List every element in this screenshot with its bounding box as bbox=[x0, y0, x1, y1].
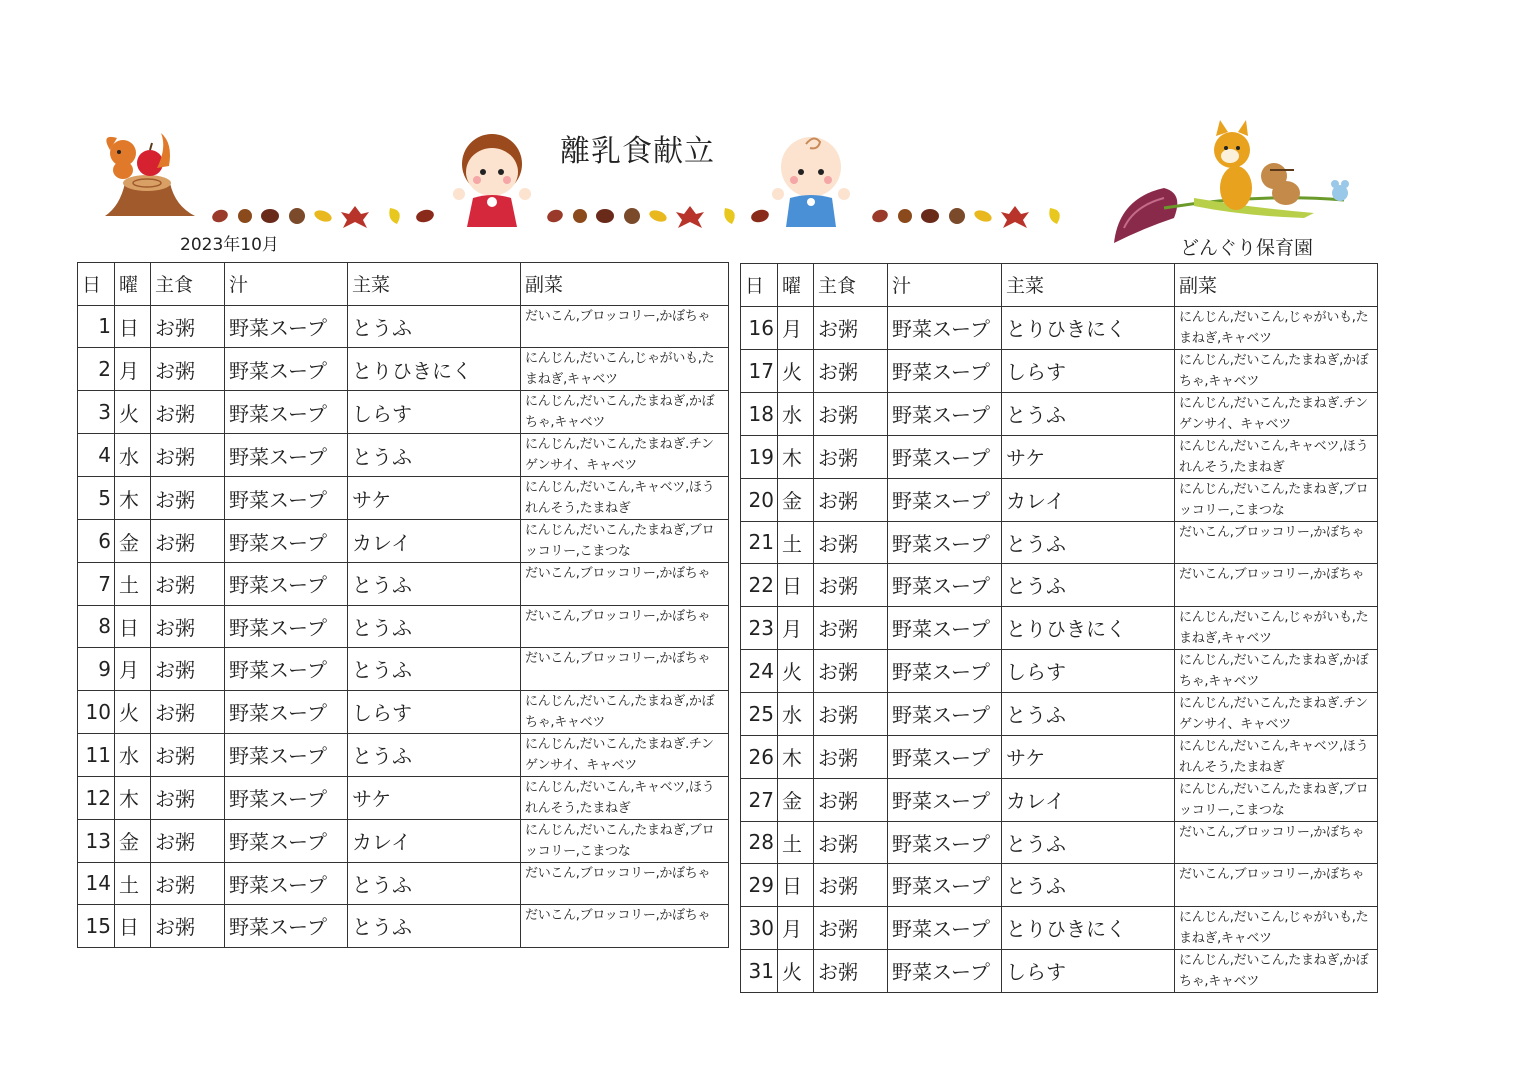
header-staple: 主食 bbox=[151, 263, 225, 306]
table-row bbox=[78, 477, 729, 520]
side-dish-cell: にんじん,だいこん,たまねぎ.チンゲンサイ、キャベツ bbox=[521, 434, 729, 477]
staple-cell: お粥 bbox=[814, 692, 888, 735]
side-dish-cell: だいこん,ブロッコリー,かぼちゃ bbox=[521, 862, 729, 905]
staple-cell: お粥 bbox=[151, 520, 225, 563]
weekday-cell: 月 bbox=[115, 348, 151, 391]
staple-cell: お粥 bbox=[151, 391, 225, 434]
side-dish-cell: だいこん,ブロッコリー,かぼちゃ bbox=[521, 563, 729, 606]
side-dish-cell: だいこん,ブロッコリー,かぼちゃ bbox=[521, 605, 729, 648]
staple-cell: お粥 bbox=[814, 564, 888, 607]
staple-cell: お粥 bbox=[814, 349, 888, 392]
table-row bbox=[78, 434, 729, 477]
staple-cell: お粥 bbox=[151, 348, 225, 391]
staple-cell: お粥 bbox=[814, 735, 888, 778]
header-day: 日 bbox=[741, 264, 778, 307]
day-cell: 10 bbox=[78, 690, 115, 733]
side-dish-cell: だいこん,ブロッコリー,かぼちゃ bbox=[1175, 564, 1378, 607]
main-dish-cell: しらす bbox=[1002, 349, 1175, 392]
nursery-name: どんぐり保育園 bbox=[1180, 237, 1314, 259]
table-row bbox=[78, 563, 729, 606]
day-cell: 3 bbox=[78, 391, 115, 434]
table-row bbox=[741, 306, 1378, 349]
autumn-leaves-border bbox=[205, 200, 1105, 232]
day-cell: 12 bbox=[78, 776, 115, 819]
main-dish-cell: しらす bbox=[1002, 649, 1175, 692]
soup-cell: 野菜スープ bbox=[888, 478, 1002, 521]
day-cell: 22 bbox=[741, 564, 778, 607]
weekday-cell: 火 bbox=[115, 391, 151, 434]
day-cell: 20 bbox=[741, 478, 778, 521]
staple-cell: お粥 bbox=[814, 778, 888, 821]
table-row bbox=[741, 864, 1378, 907]
weekday-cell: 火 bbox=[778, 349, 814, 392]
staple-cell: お粥 bbox=[151, 563, 225, 606]
side-dish-cell: だいこん,ブロッコリー,かぼちゃ bbox=[1175, 864, 1378, 907]
main-dish-cell: とうふ bbox=[348, 862, 521, 905]
staple-cell: お粥 bbox=[151, 434, 225, 477]
main-dish-cell: とうふ bbox=[348, 434, 521, 477]
weekday-cell: 土 bbox=[115, 862, 151, 905]
staple-cell: お粥 bbox=[814, 864, 888, 907]
weekday-cell: 火 bbox=[778, 649, 814, 692]
side-dish-cell: にんじん,だいこん,たまねぎ,かぼちゃ,キャベツ bbox=[521, 690, 729, 733]
staple-cell: お粥 bbox=[814, 906, 888, 949]
main-dish-cell: サケ bbox=[1002, 735, 1175, 778]
day-cell: 19 bbox=[741, 435, 778, 478]
header-main-dish: 主菜 bbox=[348, 263, 521, 306]
main-dish-cell: とうふ bbox=[1002, 821, 1175, 864]
day-cell: 8 bbox=[78, 605, 115, 648]
side-dish-cell: にんじん,だいこん,たまねぎ,かぼちゃ,キャベツ bbox=[521, 391, 729, 434]
weekday-cell: 金 bbox=[778, 778, 814, 821]
soup-cell: 野菜スープ bbox=[888, 435, 1002, 478]
main-dish-cell: とうふ bbox=[1002, 564, 1175, 607]
weekday-cell: 水 bbox=[115, 434, 151, 477]
day-cell: 5 bbox=[78, 477, 115, 520]
table-row bbox=[741, 778, 1378, 821]
table-row bbox=[741, 392, 1378, 435]
day-cell: 16 bbox=[741, 306, 778, 349]
soup-cell: 野菜スープ bbox=[225, 563, 348, 606]
soup-cell: 野菜スープ bbox=[888, 735, 1002, 778]
staple-cell: お粥 bbox=[814, 821, 888, 864]
weekday-cell: 水 bbox=[778, 392, 814, 435]
main-dish-cell: とうふ bbox=[348, 648, 521, 691]
table-row bbox=[741, 349, 1378, 392]
table-row bbox=[741, 949, 1378, 992]
soup-cell: 野菜スープ bbox=[888, 864, 1002, 907]
main-dish-cell: とうふ bbox=[348, 563, 521, 606]
main-dish-cell: とりひきにく bbox=[1002, 306, 1175, 349]
soup-cell: 野菜スープ bbox=[888, 949, 1002, 992]
side-dish-cell: にんじん,だいこん,たまねぎ,かぼちゃ,キャベツ bbox=[1175, 649, 1378, 692]
staple-cell: お粥 bbox=[151, 690, 225, 733]
day-cell: 2 bbox=[78, 348, 115, 391]
weekday-cell: 日 bbox=[115, 605, 151, 648]
weekday-cell: 月 bbox=[778, 606, 814, 649]
weekday-cell: 日 bbox=[115, 305, 151, 348]
day-cell: 6 bbox=[78, 520, 115, 563]
main-dish-cell: カレイ bbox=[348, 520, 521, 563]
table-row bbox=[741, 906, 1378, 949]
main-dish-cell: とうふ bbox=[1002, 864, 1175, 907]
main-dish-cell: カレイ bbox=[348, 819, 521, 862]
soup-cell: 野菜スープ bbox=[888, 906, 1002, 949]
header-staple: 主食 bbox=[814, 264, 888, 307]
main-dish-cell: とうふ bbox=[348, 733, 521, 776]
header-side-dish: 副菜 bbox=[1175, 264, 1378, 307]
staple-cell: お粥 bbox=[151, 819, 225, 862]
table-row bbox=[78, 690, 729, 733]
soup-cell: 野菜スープ bbox=[888, 649, 1002, 692]
soup-cell: 野菜スープ bbox=[225, 648, 348, 691]
soup-cell: 野菜スープ bbox=[888, 521, 1002, 564]
table-header-row bbox=[741, 264, 1378, 307]
weekday-cell: 金 bbox=[115, 520, 151, 563]
staple-cell: お粥 bbox=[814, 435, 888, 478]
side-dish-cell: にんじん,だいこん,たまねぎ.チンゲンサイ、キャベツ bbox=[1175, 692, 1378, 735]
side-dish-cell: にんじん,だいこん,じゃがいも,たまねぎ,キャベツ bbox=[1175, 306, 1378, 349]
weekday-cell: 木 bbox=[115, 776, 151, 819]
table-row bbox=[78, 391, 729, 434]
main-dish-cell: サケ bbox=[348, 776, 521, 819]
weekday-cell: 月 bbox=[778, 906, 814, 949]
table-header-row bbox=[78, 263, 729, 306]
header-soup: 汁 bbox=[888, 264, 1002, 307]
main-dish-cell: しらす bbox=[348, 391, 521, 434]
weekday-cell: 土 bbox=[778, 821, 814, 864]
soup-cell: 野菜スープ bbox=[888, 692, 1002, 735]
day-cell: 24 bbox=[741, 649, 778, 692]
day-cell: 14 bbox=[78, 862, 115, 905]
day-cell: 17 bbox=[741, 349, 778, 392]
main-dish-cell: とうふ bbox=[348, 305, 521, 348]
menu-table-left bbox=[77, 262, 729, 948]
side-dish-cell: にんじん,だいこん,たまねぎ,かぼちゃ,キャベツ bbox=[1175, 349, 1378, 392]
main-dish-cell: しらす bbox=[1002, 949, 1175, 992]
soup-cell: 野菜スープ bbox=[225, 520, 348, 563]
soup-cell: 野菜スープ bbox=[888, 821, 1002, 864]
day-cell: 13 bbox=[78, 819, 115, 862]
staple-cell: お粥 bbox=[151, 905, 225, 948]
staple-cell: お粥 bbox=[814, 306, 888, 349]
weekday-cell: 水 bbox=[115, 733, 151, 776]
weekday-cell: 日 bbox=[778, 864, 814, 907]
day-cell: 26 bbox=[741, 735, 778, 778]
side-dish-cell: にんじん,だいこん,じゃがいも,たまねぎ,キャベツ bbox=[1175, 906, 1378, 949]
staple-cell: お粥 bbox=[151, 776, 225, 819]
main-dish-cell: とうふ bbox=[348, 605, 521, 648]
weekday-cell: 水 bbox=[778, 692, 814, 735]
day-cell: 29 bbox=[741, 864, 778, 907]
table-row bbox=[78, 648, 729, 691]
main-dish-cell: カレイ bbox=[1002, 478, 1175, 521]
table-row bbox=[78, 776, 729, 819]
side-dish-cell: だいこん,ブロッコリー,かぼちゃ bbox=[521, 905, 729, 948]
table-row bbox=[78, 862, 729, 905]
day-cell: 27 bbox=[741, 778, 778, 821]
staple-cell: お粥 bbox=[151, 477, 225, 520]
day-cell: 15 bbox=[78, 905, 115, 948]
squirrel-stump-illustration bbox=[95, 128, 205, 223]
staple-cell: お粥 bbox=[814, 478, 888, 521]
side-dish-cell: にんじん,だいこん,たまねぎ,ブロッコリー,こまつな bbox=[521, 520, 729, 563]
weekday-cell: 月 bbox=[778, 306, 814, 349]
soup-cell: 野菜スープ bbox=[225, 434, 348, 477]
weekday-cell: 木 bbox=[778, 735, 814, 778]
soup-cell: 野菜スープ bbox=[888, 564, 1002, 607]
staple-cell: お粥 bbox=[814, 606, 888, 649]
day-cell: 25 bbox=[741, 692, 778, 735]
side-dish-cell: にんじん,だいこん,たまねぎ,ブロッコリー,こまつな bbox=[1175, 778, 1378, 821]
table-row bbox=[78, 819, 729, 862]
weekday-cell: 火 bbox=[778, 949, 814, 992]
staple-cell: お粥 bbox=[151, 605, 225, 648]
soup-cell: 野菜スープ bbox=[888, 606, 1002, 649]
staple-cell: お粥 bbox=[151, 862, 225, 905]
soup-cell: 野菜スープ bbox=[225, 819, 348, 862]
main-dish-cell: とうふ bbox=[1002, 521, 1175, 564]
soup-cell: 野菜スープ bbox=[225, 733, 348, 776]
soup-cell: 野菜スープ bbox=[888, 392, 1002, 435]
weekday-cell: 日 bbox=[115, 905, 151, 948]
table-row bbox=[741, 478, 1378, 521]
soup-cell: 野菜スープ bbox=[225, 391, 348, 434]
table-row bbox=[78, 605, 729, 648]
weekday-cell: 土 bbox=[778, 521, 814, 564]
weekday-cell: 木 bbox=[115, 477, 151, 520]
header-weekday: 曜 bbox=[115, 263, 151, 306]
header-weekday: 曜 bbox=[778, 264, 814, 307]
staple-cell: お粥 bbox=[151, 733, 225, 776]
weekday-cell: 火 bbox=[115, 690, 151, 733]
staple-cell: お粥 bbox=[814, 392, 888, 435]
soup-cell: 野菜スープ bbox=[225, 862, 348, 905]
day-cell: 18 bbox=[741, 392, 778, 435]
day-cell: 9 bbox=[78, 648, 115, 691]
staple-cell: お粥 bbox=[814, 949, 888, 992]
side-dish-cell: にんじん,だいこん,たまねぎ.チンゲンサイ、キャベツ bbox=[1175, 392, 1378, 435]
weekday-cell: 土 bbox=[115, 563, 151, 606]
table-row bbox=[78, 520, 729, 563]
header-main-dish: 主菜 bbox=[1002, 264, 1175, 307]
side-dish-cell: にんじん,だいこん,たまねぎ,ブロッコリー,こまつな bbox=[1175, 478, 1378, 521]
staple-cell: お粥 bbox=[814, 649, 888, 692]
side-dish-cell: だいこん,ブロッコリー,かぼちゃ bbox=[521, 648, 729, 691]
month-label: 2023年10月 bbox=[180, 235, 279, 255]
soup-cell: 野菜スープ bbox=[225, 305, 348, 348]
side-dish-cell: だいこん,ブロッコリー,かぼちゃ bbox=[1175, 821, 1378, 864]
side-dish-cell: にんじん,だいこん,じゃがいも,たまねぎ,キャベツ bbox=[1175, 606, 1378, 649]
side-dish-cell: にんじん,だいこん,キャベツ,ほうれんそう,たまねぎ bbox=[1175, 735, 1378, 778]
table-row bbox=[741, 735, 1378, 778]
day-cell: 31 bbox=[741, 949, 778, 992]
weekday-cell: 月 bbox=[115, 648, 151, 691]
main-dish-cell: サケ bbox=[348, 477, 521, 520]
day-cell: 1 bbox=[78, 305, 115, 348]
table-row bbox=[741, 435, 1378, 478]
table-row bbox=[741, 692, 1378, 735]
side-dish-cell: にんじん,だいこん,たまねぎ,ブロッコリー,こまつな bbox=[521, 819, 729, 862]
table-row bbox=[741, 821, 1378, 864]
soup-cell: 野菜スープ bbox=[225, 348, 348, 391]
main-dish-cell: カレイ bbox=[1002, 778, 1175, 821]
day-cell: 30 bbox=[741, 906, 778, 949]
main-dish-cell: とうふ bbox=[348, 905, 521, 948]
main-dish-cell: とうふ bbox=[1002, 392, 1175, 435]
soup-cell: 野菜スープ bbox=[225, 477, 348, 520]
table-row bbox=[78, 733, 729, 776]
table-row bbox=[78, 305, 729, 348]
main-dish-cell: しらす bbox=[348, 690, 521, 733]
soup-cell: 野菜スープ bbox=[225, 776, 348, 819]
side-dish-cell: にんじん,だいこん,たまねぎ.チンゲンサイ、キャベツ bbox=[521, 733, 729, 776]
table-row bbox=[741, 564, 1378, 607]
soup-cell: 野菜スープ bbox=[225, 905, 348, 948]
side-dish-cell: にんじん,だいこん,キャベツ,ほうれんそう,たまねぎ bbox=[521, 776, 729, 819]
table-row bbox=[78, 905, 729, 948]
weekday-cell: 金 bbox=[778, 478, 814, 521]
main-dish-cell: とりひきにく bbox=[1002, 906, 1175, 949]
weekday-cell: 金 bbox=[115, 819, 151, 862]
staple-cell: お粥 bbox=[151, 305, 225, 348]
soup-cell: 野菜スープ bbox=[225, 605, 348, 648]
soup-cell: 野菜スープ bbox=[888, 778, 1002, 821]
side-dish-cell: にんじん,だいこん,たまねぎ,かぼちゃ,キャベツ bbox=[1175, 949, 1378, 992]
soup-cell: 野菜スープ bbox=[888, 349, 1002, 392]
table-row bbox=[741, 649, 1378, 692]
side-dish-cell: にんじん,だいこん,キャベツ,ほうれんそう,たまねぎ bbox=[521, 477, 729, 520]
soup-cell: 野菜スープ bbox=[888, 306, 1002, 349]
table-row bbox=[741, 521, 1378, 564]
side-dish-cell: にんじん,だいこん,じゃがいも,たまねぎ,キャベツ bbox=[521, 348, 729, 391]
side-dish-cell: だいこん,ブロッコリー,かぼちゃ bbox=[1175, 521, 1378, 564]
main-dish-cell: サケ bbox=[1002, 435, 1175, 478]
day-cell: 23 bbox=[741, 606, 778, 649]
day-cell: 4 bbox=[78, 434, 115, 477]
day-cell: 11 bbox=[78, 733, 115, 776]
menu-table-right bbox=[740, 263, 1378, 993]
staple-cell: お粥 bbox=[814, 521, 888, 564]
staple-cell: お粥 bbox=[151, 648, 225, 691]
page-title: 離乳食献立 bbox=[560, 134, 715, 169]
main-dish-cell: とうふ bbox=[1002, 692, 1175, 735]
day-cell: 21 bbox=[741, 521, 778, 564]
table-row bbox=[78, 348, 729, 391]
weekday-cell: 日 bbox=[778, 564, 814, 607]
header-day: 日 bbox=[78, 263, 115, 306]
side-dish-cell: だいこん,ブロッコリー,かぼちゃ bbox=[521, 305, 729, 348]
weekday-cell: 木 bbox=[778, 435, 814, 478]
table-row bbox=[741, 606, 1378, 649]
soup-cell: 野菜スープ bbox=[225, 690, 348, 733]
header-side-dish: 副菜 bbox=[521, 263, 729, 306]
day-cell: 28 bbox=[741, 821, 778, 864]
main-dish-cell: とりひきにく bbox=[1002, 606, 1175, 649]
side-dish-cell: にんじん,だいこん,キャベツ,ほうれんそう,たまねぎ bbox=[1175, 435, 1378, 478]
header-soup: 汁 bbox=[225, 263, 348, 306]
day-cell: 7 bbox=[78, 563, 115, 606]
main-dish-cell: とりひきにく bbox=[348, 348, 521, 391]
